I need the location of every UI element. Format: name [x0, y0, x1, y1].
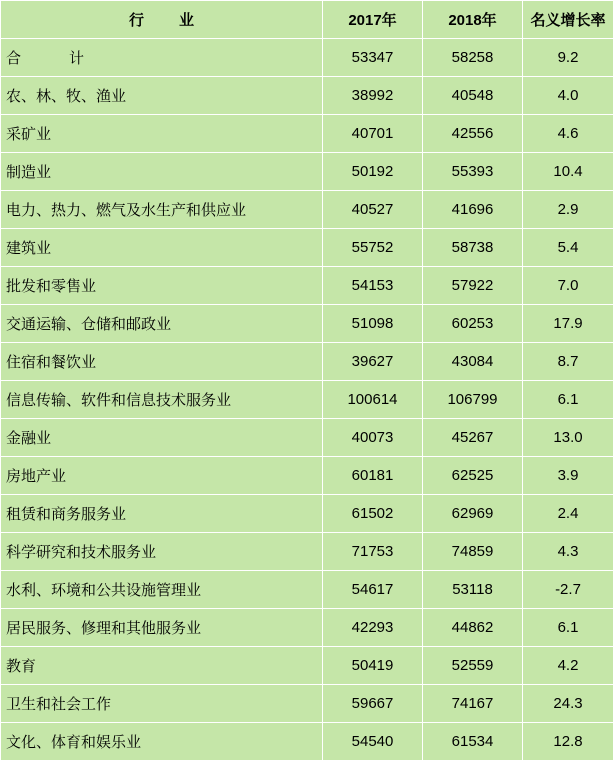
table-row: [1, 229, 613, 267]
table-row: [1, 571, 613, 609]
table-row: [1, 191, 613, 229]
column-header-industry: 行 业: [1, 1, 323, 39]
cell-industry: 水利、环境和公共设施管理业: [1, 571, 323, 609]
cell-2017-value: 54617: [323, 571, 423, 609]
cell-growth-rate: 9.2: [523, 39, 613, 77]
cell-industry: 房地产业: [1, 457, 323, 495]
table-body: [1, 39, 613, 761]
table-row: [1, 685, 613, 723]
cell-2017-value: 100614: [323, 381, 423, 419]
cell-2018-value: 43084: [423, 343, 523, 381]
cell-2017-value: 39627: [323, 343, 423, 381]
cell-2018-value: 58738: [423, 229, 523, 267]
cell-2017-value: 38992: [323, 77, 423, 115]
cell-growth-rate: 12.8: [523, 723, 613, 761]
cell-industry: 信息传输、软件和信息技术服务业: [1, 381, 323, 419]
cell-2018-value: 52559: [423, 647, 523, 685]
cell-industry: 金融业: [1, 419, 323, 457]
cell-growth-rate: 4.6: [523, 115, 613, 153]
cell-2017-value: 42293: [323, 609, 423, 647]
cell-industry: 农、林、牧、渔业: [1, 77, 323, 115]
cell-industry: 交通运输、仓储和邮政业: [1, 305, 323, 343]
cell-growth-rate: 24.3: [523, 685, 613, 723]
cell-2017-value: 60181: [323, 457, 423, 495]
table-row: [1, 609, 613, 647]
cell-growth-rate: 13.0: [523, 419, 613, 457]
cell-2018-value: 40548: [423, 77, 523, 115]
cell-growth-rate: 5.4: [523, 229, 613, 267]
cell-industry: 卫生和社会工作: [1, 685, 323, 723]
table-row: [1, 343, 613, 381]
table-header-row: [1, 1, 613, 39]
cell-growth-rate: 7.0: [523, 267, 613, 305]
column-header-2018: 2018年: [423, 1, 523, 39]
table-row: [1, 153, 613, 191]
cell-2017-value: 50192: [323, 153, 423, 191]
cell-2018-value: 62525: [423, 457, 523, 495]
cell-2018-value: 61534: [423, 723, 523, 761]
cell-growth-rate: 6.1: [523, 609, 613, 647]
table-row: [1, 495, 613, 533]
cell-2018-value: 57922: [423, 267, 523, 305]
cell-growth-rate: 4.2: [523, 647, 613, 685]
cell-growth-rate: 8.7: [523, 343, 613, 381]
table-row: [1, 267, 613, 305]
cell-industry: 批发和零售业: [1, 267, 323, 305]
column-header-growth-rate: 名义增长率: [523, 1, 613, 39]
cell-industry: 建筑业: [1, 229, 323, 267]
cell-industry: 合 计: [1, 39, 323, 77]
column-header-2017: 2017年: [323, 1, 423, 39]
cell-2018-value: 62969: [423, 495, 523, 533]
cell-2017-value: 59667: [323, 685, 423, 723]
cell-2018-value: 53118: [423, 571, 523, 609]
cell-growth-rate: 4.0: [523, 77, 613, 115]
cell-industry: 租赁和商务服务业: [1, 495, 323, 533]
cell-2017-value: 54540: [323, 723, 423, 761]
table-row: [1, 457, 613, 495]
cell-2018-value: 41696: [423, 191, 523, 229]
cell-2017-value: 51098: [323, 305, 423, 343]
cell-industry: 制造业: [1, 153, 323, 191]
cell-2018-value: 106799: [423, 381, 523, 419]
cell-2017-value: 53347: [323, 39, 423, 77]
cell-2017-value: 40073: [323, 419, 423, 457]
cell-2017-value: 61502: [323, 495, 423, 533]
cell-2018-value: 44862: [423, 609, 523, 647]
cell-2018-value: 55393: [423, 153, 523, 191]
cell-growth-rate: 4.3: [523, 533, 613, 571]
cell-industry: 居民服务、修理和其他服务业: [1, 609, 323, 647]
cell-growth-rate: 2.4: [523, 495, 613, 533]
cell-2018-value: 58258: [423, 39, 523, 77]
table-row: [1, 723, 613, 761]
cell-growth-rate: 6.1: [523, 381, 613, 419]
cell-2018-value: 60253: [423, 305, 523, 343]
table-row: [1, 77, 613, 115]
cell-growth-rate: 2.9: [523, 191, 613, 229]
cell-growth-rate: 3.9: [523, 457, 613, 495]
cell-2017-value: 55752: [323, 229, 423, 267]
table-row: [1, 115, 613, 153]
cell-growth-rate: 17.9: [523, 305, 613, 343]
table-row: [1, 419, 613, 457]
cell-industry: 教育: [1, 647, 323, 685]
cell-industry: 采矿业: [1, 115, 323, 153]
cell-growth-rate: 10.4: [523, 153, 613, 191]
cell-growth-rate: -2.7: [523, 571, 613, 609]
cell-industry: 科学研究和技术服务业: [1, 533, 323, 571]
cell-2017-value: 40701: [323, 115, 423, 153]
table-header: [1, 1, 613, 39]
cell-industry: 电力、热力、燃气及水生产和供应业: [1, 191, 323, 229]
table-row: [1, 647, 613, 685]
table-row: [1, 381, 613, 419]
cell-2017-value: 71753: [323, 533, 423, 571]
cell-2018-value: 74859: [423, 533, 523, 571]
cell-industry: 文化、体育和娱乐业: [1, 723, 323, 761]
cell-industry: 住宿和餐饮业: [1, 343, 323, 381]
table-row: [1, 305, 613, 343]
cell-2017-value: 50419: [323, 647, 423, 685]
cell-2017-value: 40527: [323, 191, 423, 229]
table-row: [1, 39, 613, 77]
table-row: [1, 533, 613, 571]
cell-2018-value: 74167: [423, 685, 523, 723]
cell-2018-value: 42556: [423, 115, 523, 153]
cell-2018-value: 45267: [423, 419, 523, 457]
cell-2017-value: 54153: [323, 267, 423, 305]
